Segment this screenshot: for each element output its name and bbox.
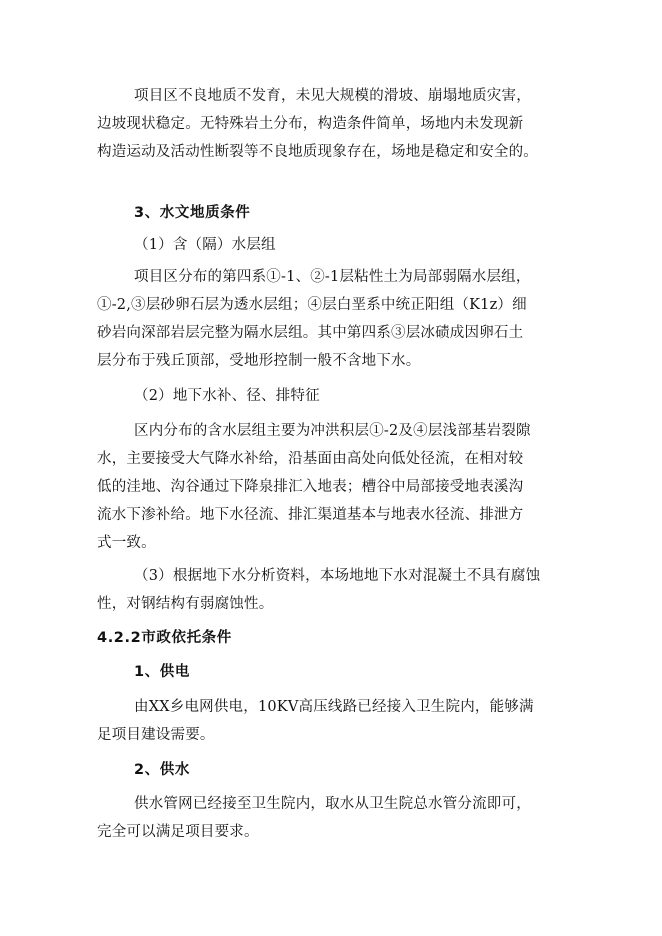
paragraph-line: 式一致。 xyxy=(97,535,156,551)
section-heading-hydrogeology: 3、水文地质条件 xyxy=(134,205,251,221)
section-heading-municipal-support: 4.2.2市政依托条件 xyxy=(97,630,232,646)
paragraph-line: （3）根据地下水分析资料，本场地地下水对混凝土不具有腐蚀 xyxy=(134,568,541,584)
subheading-water-supply: 2、供水 xyxy=(134,762,190,778)
paragraph-line: 项目区不良地质不发育，未见大规模的滑坡、崩塌地质灾害， xyxy=(134,88,531,104)
paragraph-line: 由XX乡电网供电，10KV高压线路已经接入卫生院内，能够满 xyxy=(134,699,534,715)
paragraph-line: 性，对钢结构有弱腐蚀性。 xyxy=(97,596,274,612)
subheading-power-supply: 1、供电 xyxy=(134,664,190,680)
subheading-groundwater-features: （2）地下水补、径、排特征 xyxy=(134,388,320,404)
paragraph-line: 构造运动及活动性断裂等不良地质现象存在，场地是稳定和安全的。 xyxy=(97,144,538,160)
paragraph-line: 水，主要接受大气降水补给，沿基面由高处向低处径流，在相对较 xyxy=(97,451,524,467)
paragraph-line: 边坡现状稳定。无特殊岩土分布，构造条件简单，场地内未发现新 xyxy=(97,116,524,132)
paragraph-line: 低的洼地、沟谷通过下降泉排汇入地表；槽谷中局部接受地表溪沟 xyxy=(97,479,524,495)
paragraph-line: 砂岩向深部岩层完整为隔水层组。其中第四系③层冰碛成因卵石土 xyxy=(97,325,524,341)
paragraph-line: 层分布于残丘顶部，受地形控制一般不含地下水。 xyxy=(97,353,421,369)
paragraph-line: 足项目建设需要。 xyxy=(97,727,215,743)
subheading-aquifer-groups: （1）含（隔）水层组 xyxy=(134,237,276,253)
paragraph-line: 流水下渗补给。地下水径流、排汇渠道基本与地表水径流、排泄方 xyxy=(97,507,524,523)
paragraph-line: ①-2,③层砂卵石层为透水层组；④层白垩系中统正阳组（K1z）细 xyxy=(97,297,527,313)
paragraph-line: 供水管网已经接至卫生院内，取水从卫生院总水管分流即可， xyxy=(134,796,531,812)
paragraph-line: 区内分布的含水层组主要为冲洪积层①-2及④层浅部基岩裂隙 xyxy=(134,423,531,439)
paragraph-line: 项目区分布的第四系①-1、②-1层粘性土为局部弱隔水层组， xyxy=(134,269,531,285)
paragraph-line: 完全可以满足项目要求。 xyxy=(97,824,259,840)
